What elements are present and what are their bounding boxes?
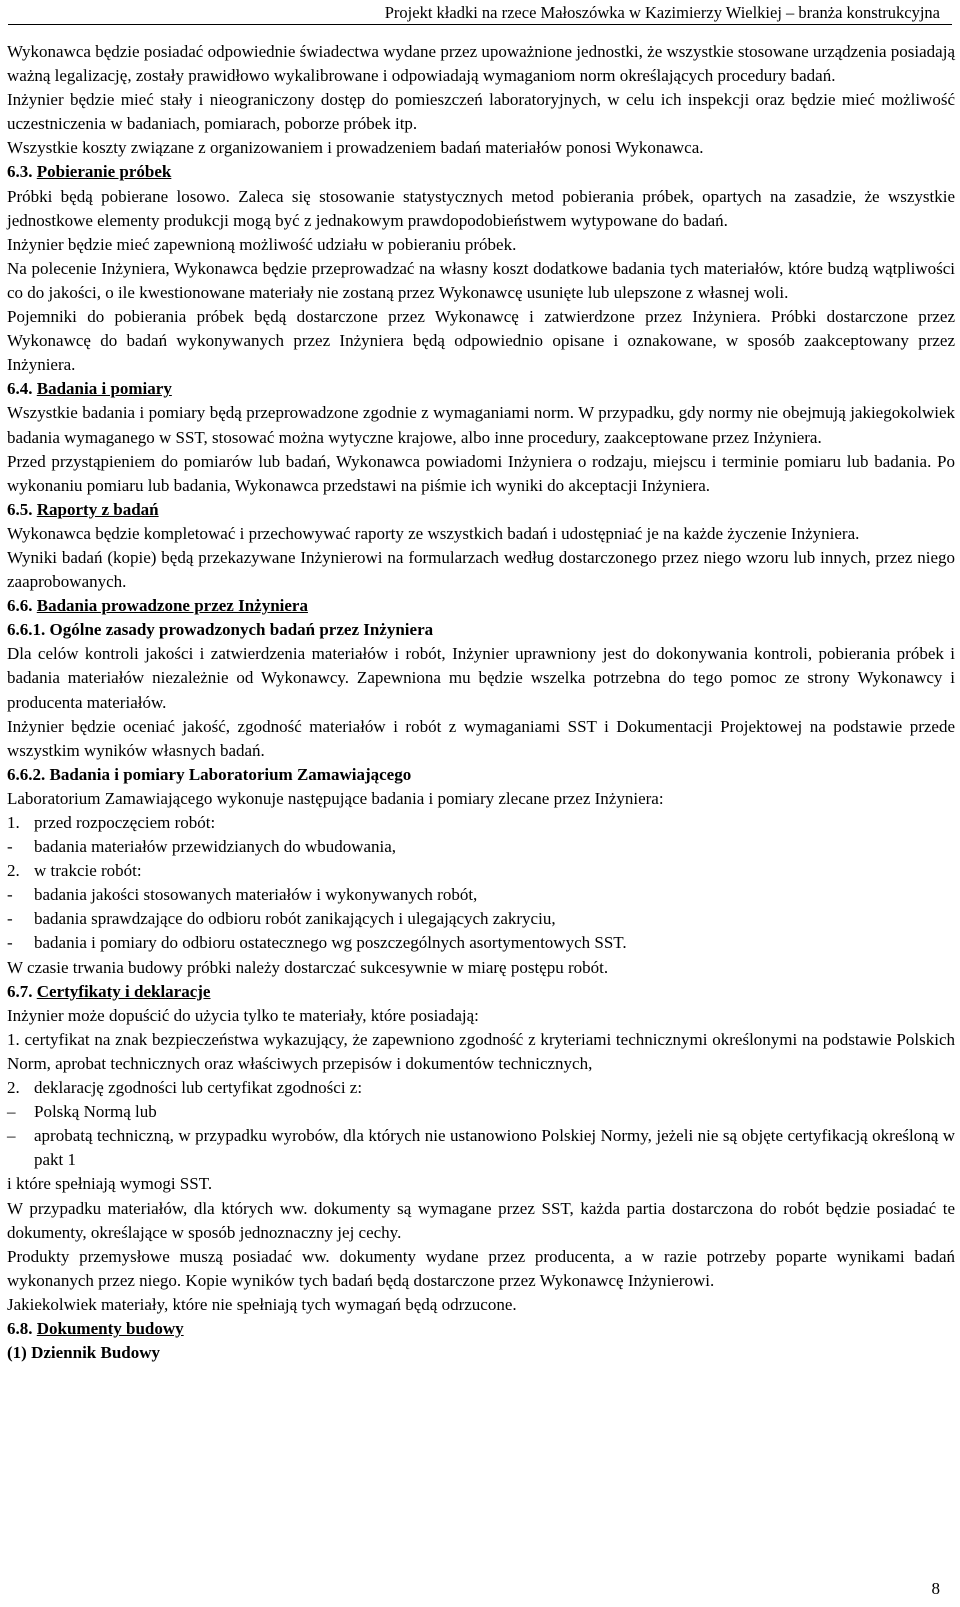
subsection-heading-6-6-2: 6.6.2. Badania i pomiary Laboratorium Zamawiającego <box>7 764 412 784</box>
section-heading-6-6 <box>7 594 955 618</box>
list-marker: 2. <box>7 1078 20 1098</box>
paragraph: Jakiekolwiek materiały, które nie spełniają tych wymagań będą odrzucone. <box>7 1294 517 1314</box>
list-marker: 2. <box>7 861 20 881</box>
paragraph: i które spełniają wymogi SST. <box>7 1174 213 1194</box>
list-marker: - <box>7 837 13 857</box>
header-rule <box>8 24 952 25</box>
subsection-heading-6-6-1: 6.6.1. Ogólne zasady prowadzonych badań przez Inżyniera <box>7 620 434 640</box>
section-title: Badania i pomiary <box>36 379 172 399</box>
list-item <box>7 811 955 835</box>
paragraph: Laboratorium Zamawiającego wykonuje następujące badania i pomiary zlecane przez Inżyniera: <box>7 788 664 808</box>
paragraph: Wszystkie koszty związane z organizowaniem i prowadzeniem badań materiałów ponosi Wykonawca. <box>7 138 704 158</box>
list-item-text: w trakcie robót: <box>34 861 142 881</box>
dash-item <box>7 1124 955 1172</box>
list-item-text: deklarację zgodności lub certyfikat zgodności z: <box>34 1078 363 1098</box>
section-number: 6.8. <box>7 1318 37 1338</box>
paragraph: Wyniki badań (kopie) będą przekazywane Inżynierowi na formularzach według dostarczonego przez niego wzoru lub innych, przez niego zaaprobowanych. <box>7 547 955 592</box>
dash-item-text: Polską Normą lub <box>34 1102 157 1122</box>
list-item-text: przed rozpoczęciem robót: <box>34 813 216 832</box>
paragraph: Inżynier będzie oceniać jakość, zgodność materiałów i robót z wymaganiami SST i Dokumentacji Projektowej na podstawie przede wszystkim wyników własnych badań. <box>7 716 955 760</box>
section-number: 6.3. <box>7 162 37 182</box>
section-heading-6-7 <box>7 980 955 1004</box>
paragraph: W czasie trwania budowy próbki należy dostarczać sukcesywnie w miarę postępu robót. <box>7 957 609 977</box>
paragraph: Próbki będą pobierane losowo. Zaleca się stosowanie statystycznych metod pobierania próbek, opartych na zasadzie, że wszystkie jednostkowe elementy produkcji mogą być z jednakowym prawdopodobieństwem wytypowane do badań. <box>7 186 955 230</box>
list-marker: - <box>7 933 13 953</box>
list-item-text: badania jakości stosowanych materiałów i wykonywanych robót, <box>34 885 478 905</box>
section-heading-6-3 <box>7 160 955 184</box>
section-number: 6.7. <box>7 981 37 1001</box>
list-item-text: badania sprawdzające do odbioru robót zanikających i ulegających zakryciu, <box>34 909 556 929</box>
section-title: Raporty z badań <box>36 499 159 519</box>
section-title: Certyfikaty i deklaracje <box>36 981 211 1001</box>
paragraph: Inżynier może dopuścić do użycia tylko te materiały, które posiadają: <box>7 1005 479 1025</box>
paragraph: Produkty przemysłowe muszą posiadać ww. dokumenty wydane przez producenta, a w razie potrzeby poparte wynikami badań wykonanych przez niego. Kopie wyników tych badań będą dostarczone przez Wykonawcę Inżynierowi. <box>7 1246 955 1290</box>
paragraph: Na polecenie Inżyniera, Wykonawca będzie przeprowadzać na własny koszt dodatkowe badania tych materiałów, które budzą wątpliwości co do jakości, o ile kwestionowane materiały nie zostaną przez Wykonawcę usunięte lub ulepszone z własnej woli. <box>7 258 955 302</box>
subheading-dziennik-budowy: (1) Dziennik Budowy <box>7 1343 161 1363</box>
list-item-text: badania materiałów przewidzianych do wbudowania, <box>34 837 397 857</box>
list-marker: 1. <box>7 813 20 832</box>
list-item <box>7 883 955 907</box>
page-number: 8 <box>931 1579 940 1598</box>
document-body <box>7 40 955 1365</box>
list-item <box>7 835 955 859</box>
section-number: 6.6. <box>7 596 37 616</box>
section-number: 6.5. <box>7 499 37 519</box>
paragraph: Przed przystąpieniem do pomiarów lub badań, Wykonawca powiadomi Inżyniera o rodzaju, miejscu i terminie pomiaru lub badania. Po wykonaniu pomiaru lub badania, Wykonawca przedstawi na piśmie ich wyniki do akceptacji Inżyniera. <box>7 451 955 495</box>
list-item <box>7 1076 955 1100</box>
paragraph: Inżynier będzie mieć zapewnioną możliwość udziału w pobieraniu próbek. <box>7 234 517 254</box>
dash-marker: – <box>7 1126 16 1146</box>
paragraph: Wykonawca będzie posiadać odpowiednie świadectwa wydane przez upoważnione jednostki, że wszystkie stosowane urządzenia posiadają ważną legalizację, zostały prawidłowo wykalibrowane i odpowiadają wymaganiom norm określających procedury badań. <box>7 42 955 86</box>
paragraph: 1. certyfikat na znak bezpieczeństwa wykazujący, że zapewniono zgodność z kryteriami technicznymi określonymi na podstawie Polskich Norm, aprobat technicznych oraz właściwych przepisów i dokumentów technicznych, <box>7 1029 955 1073</box>
section-title: Dokumenty budowy <box>36 1318 184 1338</box>
paragraph: W przypadku materiałów, dla których ww. dokumenty są wymagane przez SST, każda partia dostarczona do robót będzie posiadać te dokumenty, określające w sposób jednoznaczny jej cechy. <box>7 1198 955 1242</box>
paragraph: Wszystkie badania i pomiary będą przeprowadzone zgodnie z wymaganiami norm. W przypadku, gdy normy nie obejmują jakiegokolwiek badania wymaganego w SST, stosować można wytyczne krajowe, albo inne procedury, zaakceptowane przez Inżyniera. <box>7 403 955 447</box>
section-title: Pobieranie próbek <box>36 162 172 182</box>
section-title: Badania prowadzone przez Inżyniera <box>36 596 308 616</box>
paragraph: Pojemniki do pobierania próbek będą dostarczone przez Wykonawcę i zatwierdzone przez Inżyniera. Próbki dostarczone przez Wykonawcę do badań wykonywanych przez Inżyniera będą odpowiednio opisane i oznakowane, w sposób zaakceptowany przez Inżyniera. <box>7 307 955 375</box>
dash-marker: – <box>7 1102 16 1122</box>
paragraph: Wykonawca będzie kompletować i przechowywać raporty ze wszystkich badań i udostępniać je na każde życzenie Inżyniera. <box>7 523 860 543</box>
section-heading-6-8 <box>7 1317 955 1341</box>
section-heading-6-5 <box>7 498 955 522</box>
list-item <box>7 859 955 883</box>
dash-item-text: aprobatą techniczną, w przypadku wyrobów, dla których nie ustanowiono Polskiej Normy, jeżeli nie są objęte certyfikacją określoną w pakt 1 <box>34 1126 955 1170</box>
list-item <box>7 907 955 931</box>
list-marker: - <box>7 885 13 905</box>
paragraph: Dla celów kontroli jakości i zatwierdzenia materiałów i robót, Inżynier uprawniony jest do dokonywania kontroli, pobierania próbek i badania materiałów niezależnie od Wykonawcy. Zapewniona mu będzie wszelka potrzebna do tego pomoc ze strony Wykonawcy i producenta materiałów. <box>7 644 955 712</box>
list-marker: - <box>7 909 13 929</box>
running-header: Projekt kładki na rzece Małoszówka w Kazimierzy Wielkiej – branża konstrukcyjna <box>384 3 940 22</box>
list-item <box>7 931 955 955</box>
paragraph: Inżynier będzie mieć stały i nieograniczony dostęp do pomieszczeń laboratoryjnych, w celu ich inspekcji oraz będzie mieć możliwość uczestniczenia w badaniach, pomiarach, poborze próbek itp. <box>7 90 955 134</box>
section-heading-6-4 <box>7 377 955 401</box>
section-number: 6.4. <box>7 379 37 399</box>
list-item-text: badania i pomiary do odbioru ostatecznego wg poszczególnych asortymentowych SST. <box>34 933 627 953</box>
dash-item <box>7 1100 955 1124</box>
